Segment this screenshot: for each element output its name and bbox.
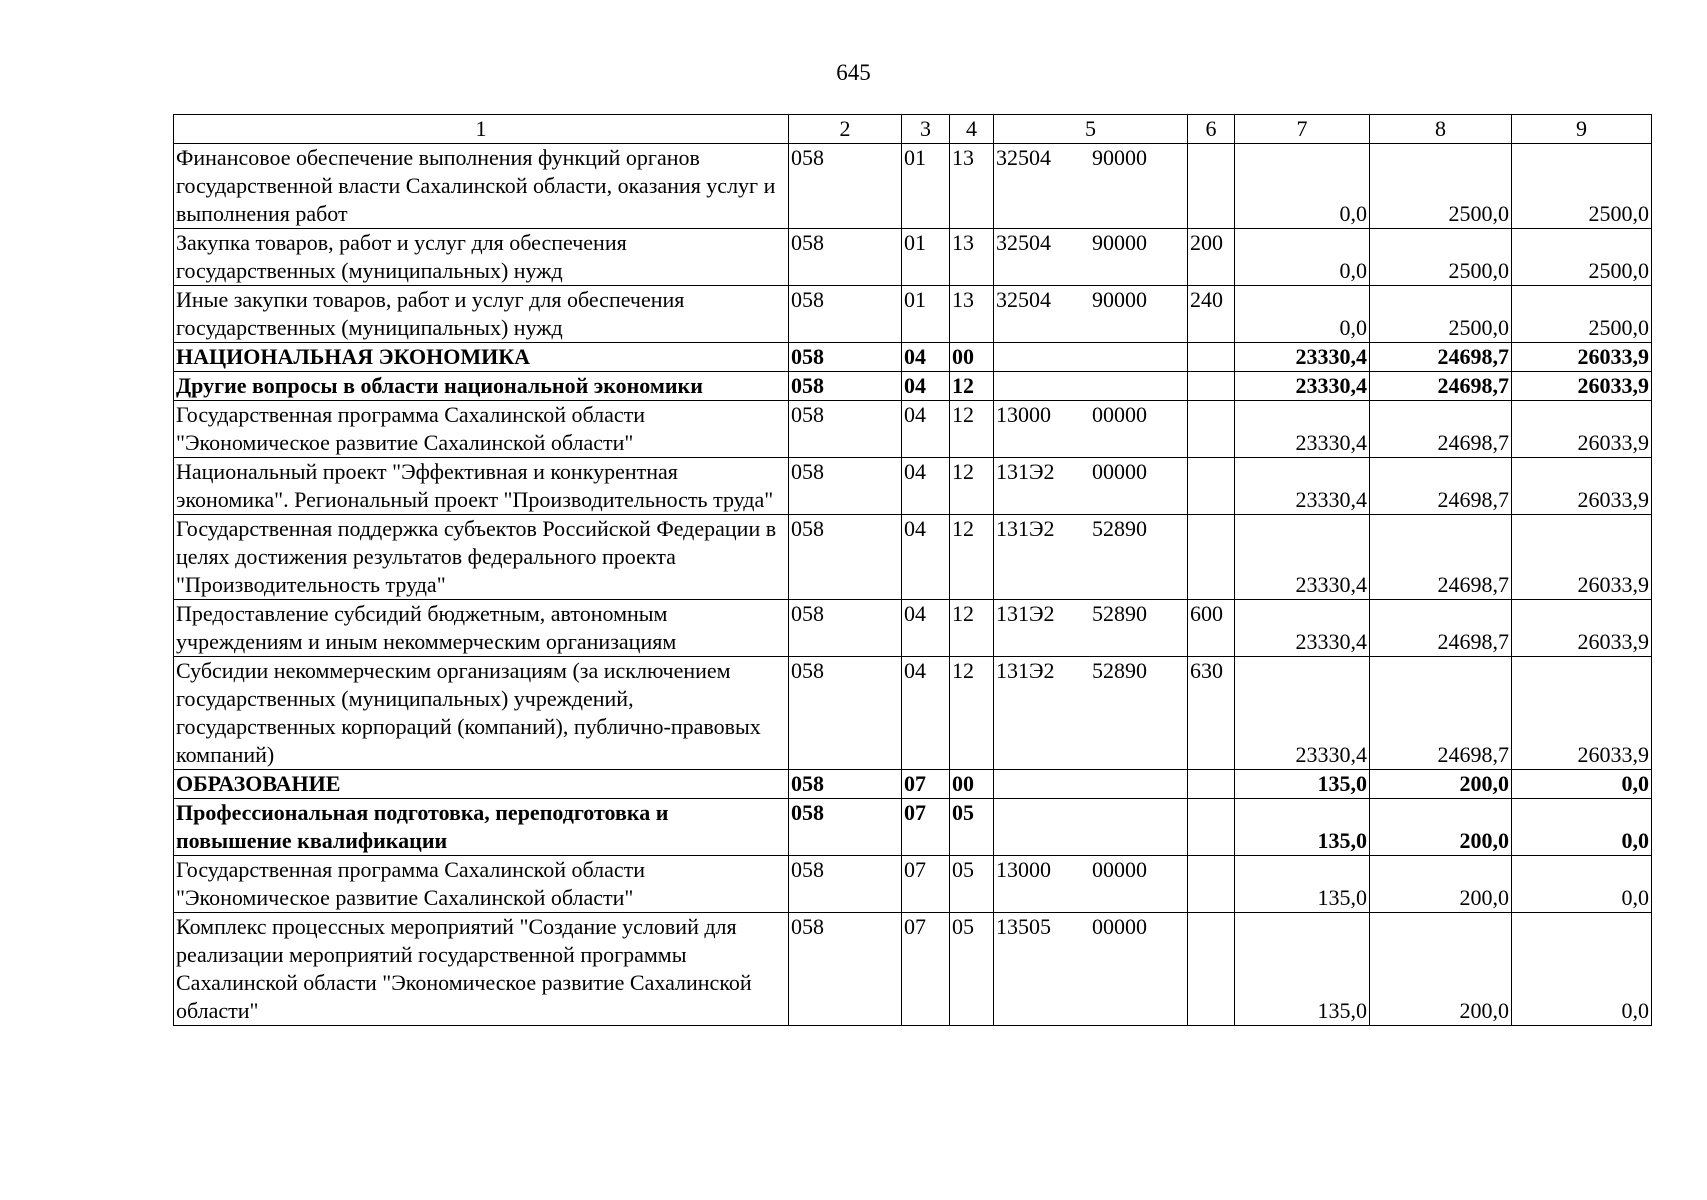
target-article-program-code: 32504 <box>996 145 1051 170</box>
target-article-program-code: 131Э2 <box>996 601 1055 626</box>
target-article-direction-code: 90000 <box>1092 145 1147 170</box>
table-row <box>174 856 1652 913</box>
expense-type-cell: 240 <box>1188 286 1235 343</box>
section-code-cell: 07 <box>902 770 950 799</box>
amount-col7-cell: 23330,4 <box>1235 372 1370 401</box>
expense-type-cell <box>1188 458 1235 515</box>
expense-type-cell <box>1188 401 1235 458</box>
budget-table <box>173 114 1652 1026</box>
row-name-cell: Субсидии некоммерческим организациям (за исключением государственных (муниципальных) учреждений, государственных корпораций (компаний), публично-правовых компаний) <box>174 657 789 770</box>
expense-type-cell: 200 <box>1188 229 1235 286</box>
amount-col9-cell: 26033,9 <box>1512 372 1652 401</box>
subsection-code-cell: 05 <box>950 856 994 913</box>
target-article-cell <box>994 372 1188 401</box>
target-article-direction-code: 00000 <box>1092 857 1147 882</box>
row-name-cell: Профессиональная подготовка, переподготовка и повышение квалификации <box>174 799 789 856</box>
expense-type-cell <box>1188 343 1235 372</box>
subsection-code-cell: 12 <box>950 600 994 657</box>
table-row <box>174 401 1652 458</box>
amount-col8-cell: 200,0 <box>1370 799 1512 856</box>
amount-col9-cell: 26033,9 <box>1512 343 1652 372</box>
amount-col7-cell: 135,0 <box>1235 770 1370 799</box>
amount-col9-cell: 26033,9 <box>1512 515 1652 600</box>
admin-code-cell: 058 <box>789 458 902 515</box>
target-article-cell <box>994 600 1188 657</box>
table-row <box>174 799 1652 856</box>
section-code-cell: 04 <box>902 458 950 515</box>
target-article-program-code: 13000 <box>996 857 1051 882</box>
header-row <box>174 115 1652 144</box>
target-article-direction-code: 00000 <box>1092 402 1147 427</box>
header-cell-4: 4 <box>950 115 994 144</box>
expense-type-cell <box>1188 770 1235 799</box>
amount-col7-cell: 135,0 <box>1235 856 1370 913</box>
section-code-cell: 04 <box>902 372 950 401</box>
target-article-cell <box>994 286 1188 343</box>
amount-col7-cell: 23330,4 <box>1235 343 1370 372</box>
amount-col7-cell: 0,0 <box>1235 144 1370 229</box>
section-code-cell: 07 <box>902 913 950 1026</box>
header-cell-5: 5 <box>994 115 1188 144</box>
table-row <box>174 770 1652 799</box>
expense-type-cell: 600 <box>1188 600 1235 657</box>
expense-type-cell <box>1188 799 1235 856</box>
amount-col7-cell: 135,0 <box>1235 913 1370 1026</box>
amount-col9-cell: 0,0 <box>1512 913 1652 1026</box>
amount-col9-cell: 0,0 <box>1512 799 1652 856</box>
table-row <box>174 286 1652 343</box>
amount-col9-cell: 0,0 <box>1512 856 1652 913</box>
subsection-code-cell: 12 <box>950 657 994 770</box>
admin-code-cell: 058 <box>789 343 902 372</box>
amount-col8-cell: 24698,7 <box>1370 657 1512 770</box>
header-cell-3: 3 <box>902 115 950 144</box>
expense-type-cell <box>1188 372 1235 401</box>
admin-code-cell: 058 <box>789 286 902 343</box>
row-name-cell: Комплекс процессных мероприятий "Создание условий для реализации мероприятий государственной программы Сахалинской области "Экономическое развитие Сахалинской области" <box>174 913 789 1026</box>
section-code-cell: 07 <box>902 799 950 856</box>
row-name-cell: Государственная поддержка субъектов Российской Федерации в целях достижения результатов федерального проекта "Производительность труда" <box>174 515 789 600</box>
subsection-code-cell: 12 <box>950 458 994 515</box>
table-row <box>174 343 1652 372</box>
amount-col8-cell: 24698,7 <box>1370 401 1512 458</box>
page-number: 645 <box>836 60 871 85</box>
table-row <box>174 600 1652 657</box>
amount-col9-cell: 26033,9 <box>1512 458 1652 515</box>
amount-col7-cell: 0,0 <box>1235 286 1370 343</box>
target-article-program-code: 131Э2 <box>996 516 1055 541</box>
table-row <box>174 144 1652 229</box>
target-article-direction-code: 52890 <box>1092 516 1147 541</box>
target-article-cell <box>994 799 1188 856</box>
target-article-program-code: 131Э2 <box>996 658 1055 683</box>
amount-col9-cell: 26033,9 <box>1512 657 1652 770</box>
amount-col8-cell: 2500,0 <box>1370 229 1512 286</box>
table-row <box>174 372 1652 401</box>
amount-col7-cell: 23330,4 <box>1235 600 1370 657</box>
admin-code-cell: 058 <box>789 144 902 229</box>
row-name-cell: Другие вопросы в области национальной экономики <box>174 372 789 401</box>
row-name-cell: Закупка товаров, работ и услуг для обеспечения государственных (муниципальных) нужд <box>174 229 789 286</box>
table-row <box>174 913 1652 1026</box>
header-cell-1: 1 <box>174 115 789 144</box>
table-row <box>174 515 1652 600</box>
admin-code-cell: 058 <box>789 229 902 286</box>
target-article-cell <box>994 657 1188 770</box>
target-article-cell <box>994 458 1188 515</box>
target-article-direction-code: 52890 <box>1092 601 1147 626</box>
admin-code-cell: 058 <box>789 913 902 1026</box>
section-code-cell: 01 <box>902 286 950 343</box>
section-code-cell: 01 <box>902 144 950 229</box>
target-article-cell <box>994 913 1188 1026</box>
header-cell-2: 2 <box>789 115 902 144</box>
amount-col8-cell: 200,0 <box>1370 913 1512 1026</box>
header-cell-6: 6 <box>1188 115 1235 144</box>
target-article-cell <box>994 144 1188 229</box>
admin-code-cell: 058 <box>789 770 902 799</box>
subsection-code-cell: 12 <box>950 515 994 600</box>
row-name-cell: Финансовое обеспечение выполнения функций органов государственной власти Сахалинской области, оказания услуг и выполнения работ <box>174 144 789 229</box>
amount-col7-cell: 23330,4 <box>1235 657 1370 770</box>
subsection-code-cell: 12 <box>950 401 994 458</box>
amount-col8-cell: 200,0 <box>1370 856 1512 913</box>
target-article-direction-code: 52890 <box>1092 658 1147 683</box>
target-article-program-code: 13505 <box>996 914 1051 939</box>
subsection-code-cell: 13 <box>950 286 994 343</box>
section-code-cell: 04 <box>902 600 950 657</box>
admin-code-cell: 058 <box>789 401 902 458</box>
expense-type-cell <box>1188 913 1235 1026</box>
admin-code-cell: 058 <box>789 372 902 401</box>
row-name-cell: Иные закупки товаров, работ и услуг для обеспечения государственных (муниципальных) нужд <box>174 286 789 343</box>
amount-col9-cell: 26033,9 <box>1512 600 1652 657</box>
amount-col8-cell: 24698,7 <box>1370 343 1512 372</box>
subsection-code-cell: 05 <box>950 799 994 856</box>
subsection-code-cell: 13 <box>950 144 994 229</box>
subsection-code-cell: 13 <box>950 229 994 286</box>
target-article-program-code: 13000 <box>996 402 1051 427</box>
target-article-program-code: 32504 <box>996 230 1051 255</box>
row-name-cell: ОБРАЗОВАНИЕ <box>174 770 789 799</box>
admin-code-cell: 058 <box>789 657 902 770</box>
amount-col7-cell: 0,0 <box>1235 229 1370 286</box>
section-code-cell: 04 <box>902 515 950 600</box>
section-code-cell: 01 <box>902 229 950 286</box>
target-article-cell <box>994 343 1188 372</box>
subsection-code-cell: 12 <box>950 372 994 401</box>
target-article-cell <box>994 856 1188 913</box>
amount-col8-cell: 24698,7 <box>1370 600 1512 657</box>
admin-code-cell: 058 <box>789 799 902 856</box>
expense-type-cell <box>1188 144 1235 229</box>
amount-col8-cell: 200,0 <box>1370 770 1512 799</box>
amount-col7-cell: 23330,4 <box>1235 458 1370 515</box>
header-cell-8: 8 <box>1370 115 1512 144</box>
amount-col9-cell: 2500,0 <box>1512 144 1652 229</box>
table-row <box>174 458 1652 515</box>
row-name-cell: Национальный проект "Эффективная и конкурентная экономика". Региональный проект "Производительность труда" <box>174 458 789 515</box>
amount-col9-cell: 26033,9 <box>1512 401 1652 458</box>
target-article-direction-code: 90000 <box>1092 230 1147 255</box>
amount-col8-cell: 24698,7 <box>1370 515 1512 600</box>
target-article-program-code: 32504 <box>996 287 1051 312</box>
amount-col8-cell: 24698,7 <box>1370 458 1512 515</box>
amount-col7-cell: 23330,4 <box>1235 401 1370 458</box>
admin-code-cell: 058 <box>789 600 902 657</box>
row-name-cell: Государственная программа Сахалинской области "Экономическое развитие Сахалинской области" <box>174 856 789 913</box>
amount-col8-cell: 2500,0 <box>1370 144 1512 229</box>
row-name-cell: НАЦИОНАЛЬНАЯ ЭКОНОМИКА <box>174 343 789 372</box>
amount-col8-cell: 24698,7 <box>1370 372 1512 401</box>
target-article-cell <box>994 515 1188 600</box>
amount-col7-cell: 23330,4 <box>1235 515 1370 600</box>
table-body <box>174 115 1652 1026</box>
expense-type-cell <box>1188 515 1235 600</box>
admin-code-cell: 058 <box>789 515 902 600</box>
section-code-cell: 04 <box>902 343 950 372</box>
section-code-cell: 04 <box>902 657 950 770</box>
header-cell-9: 9 <box>1512 115 1652 144</box>
section-code-cell: 04 <box>902 401 950 458</box>
target-article-direction-code: 00000 <box>1092 914 1147 939</box>
subsection-code-cell: 00 <box>950 770 994 799</box>
target-article-cell <box>994 229 1188 286</box>
amount-col9-cell: 2500,0 <box>1512 286 1652 343</box>
target-article-cell <box>994 770 1188 799</box>
target-article-direction-code: 00000 <box>1092 459 1147 484</box>
subsection-code-cell: 00 <box>950 343 994 372</box>
amount-col8-cell: 2500,0 <box>1370 286 1512 343</box>
row-name-cell: Предоставление субсидий бюджетным, автономным учреждениям и иным некоммерческим организациям <box>174 600 789 657</box>
expense-type-cell <box>1188 856 1235 913</box>
header-cell-7: 7 <box>1235 115 1370 144</box>
amount-col7-cell: 135,0 <box>1235 799 1370 856</box>
subsection-code-cell: 05 <box>950 913 994 1026</box>
target-article-cell <box>994 401 1188 458</box>
admin-code-cell: 058 <box>789 856 902 913</box>
amount-col9-cell: 0,0 <box>1512 770 1652 799</box>
row-name-cell: Государственная программа Сахалинской области "Экономическое развитие Сахалинской области" <box>174 401 789 458</box>
amount-col9-cell: 2500,0 <box>1512 229 1652 286</box>
target-article-program-code: 131Э2 <box>996 459 1055 484</box>
expense-type-cell: 630 <box>1188 657 1235 770</box>
target-article-direction-code: 90000 <box>1092 287 1147 312</box>
section-code-cell: 07 <box>902 856 950 913</box>
table-row <box>174 229 1652 286</box>
table-row <box>174 657 1652 770</box>
